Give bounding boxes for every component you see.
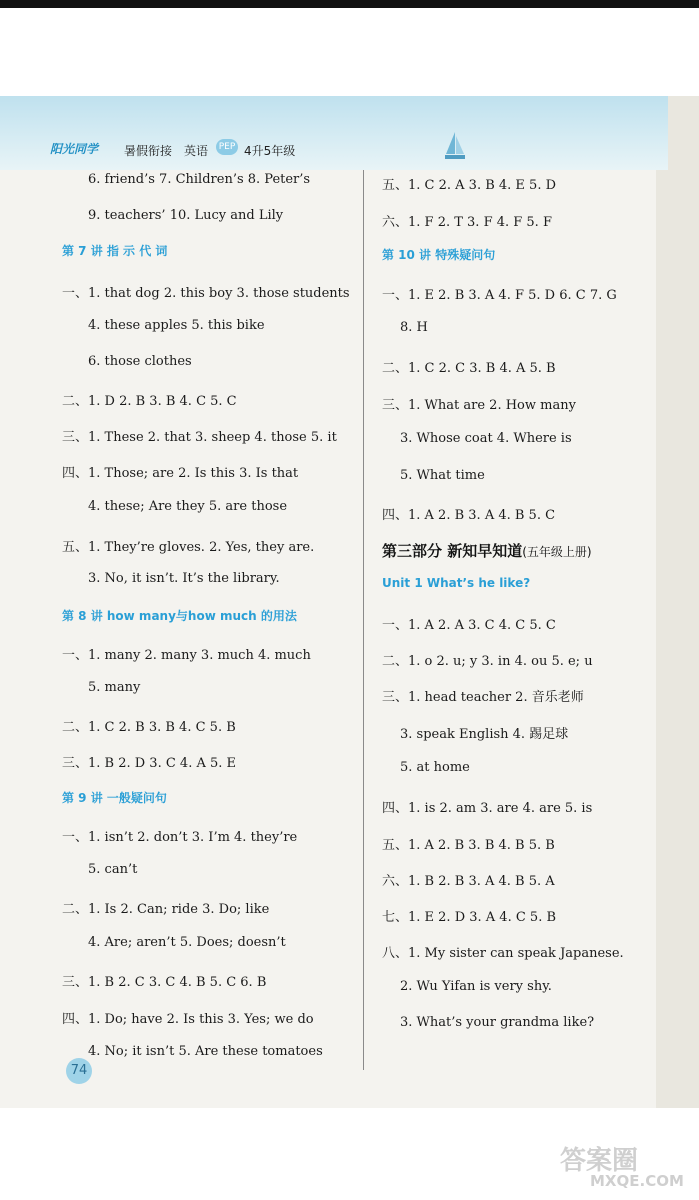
answer-line: 一、1. many 2. many 3. much 4. much — [62, 648, 311, 663]
series-label: 暑假衔接 — [124, 144, 173, 158]
edition-badge: PEP — [216, 139, 238, 155]
section-heading: 第 10 讲 特殊疑问句 — [382, 248, 496, 262]
top-bar — [0, 0, 699, 8]
answer-line: 5. can’t — [88, 862, 138, 877]
answer-line: 6. friend’s 7. Children’s 8. Peter’s — [88, 172, 311, 187]
answer-line: 2. Wu Yifan is very shy. — [400, 979, 552, 994]
brand-logo: 阳光同学 — [50, 142, 99, 156]
answer-line: 5. at home — [400, 760, 470, 775]
answer-line: 四、1. A 2. B 3. A 4. B 5. C — [382, 508, 556, 523]
watermark-url: MXQE.COM — [590, 1172, 684, 1190]
answer-line: 一、1. that dog 2. this boy 3. those students — [62, 286, 350, 301]
answer-line: 三、1. B 2. C 3. C 4. B 5. C 6. B — [62, 975, 267, 990]
answer-line: 9. teachers’ 10. Lucy and Lily — [88, 208, 284, 223]
part-title: 第三部分 新知早知道 — [382, 542, 523, 560]
answer-line: 4. No; it isn’t 5. Are these tomatoes — [88, 1044, 323, 1059]
page-number: 74 — [66, 1058, 92, 1084]
section-heading: 第 7 讲 指 示 代 词 — [62, 244, 168, 258]
answer-line: 3. No, it isn’t. It’s the library. — [88, 571, 280, 586]
sailboat-icon — [443, 130, 467, 162]
answer-line: 五、1. C 2. A 3. B 4. E 5. D — [382, 178, 557, 193]
answer-line: 一、1. A 2. A 3. C 4. C 5. C — [382, 618, 556, 633]
column-divider — [363, 170, 364, 1070]
header-band — [0, 96, 668, 170]
grade-label: 4升5年级 — [244, 144, 296, 158]
answer-line: 一、1. isn’t 2. don’t 3. I’m 4. they’re — [62, 830, 298, 845]
answer-line: 五、1. They’re gloves. 2. Yes, they are. — [62, 540, 315, 555]
answer-line: 三、1. What are 2. How many — [382, 398, 576, 413]
answer-line: 五、1. A 2. B 3. B 4. B 5. B — [382, 838, 555, 853]
answer-line: 七、1. E 2. D 3. A 4. C 5. B — [382, 910, 557, 925]
answer-line: 二、1. C 2. B 3. B 4. C 5. B — [62, 720, 236, 735]
answer-line: 三、1. B 2. D 3. C 4. A 5. E — [62, 756, 237, 771]
answer-line: 六、1. B 2. B 3. A 4. B 5. A — [382, 874, 555, 889]
answer-line: 3. Whose coat 4. Where is — [400, 431, 572, 446]
answer-line: 3. What’s your grandma like? — [400, 1015, 595, 1030]
answer-line: 二、1. D 2. B 3. B 4. C 5. C — [62, 394, 237, 409]
answer-line: 一、1. E 2. B 3. A 4. F 5. D 6. C 7. G — [382, 288, 617, 303]
answer-line: 四、1. Those; are 2. Is this 3. Is that — [62, 466, 299, 481]
answer-line: 6. those clothes — [88, 354, 192, 369]
answer-line: 二、1. C 2. C 3. B 4. A 5. B — [382, 361, 556, 376]
answer-line: 5. What time — [400, 468, 485, 483]
page-edge — [656, 96, 699, 1108]
answer-line: 4. Are; aren’t 5. Does; doesn’t — [88, 935, 286, 950]
answer-line: 六、1. F 2. T 3. F 4. F 5. F — [382, 215, 552, 230]
answer-line: 4. these apples 5. this bike — [88, 318, 265, 333]
subject-label: 英语 — [184, 144, 209, 158]
answer-line: 4. these; Are they 5. are those — [88, 499, 288, 514]
section-heading: 第 8 讲 how many与how much 的用法 — [62, 609, 297, 623]
answer-line: 3. speak English 4. 踢足球 — [400, 727, 569, 742]
answer-line: 三、1. These 2. that 3. sheep 4. those 5. it — [62, 430, 337, 445]
answer-line: 八、1. My sister can speak Japanese. — [382, 946, 624, 961]
watermark-logo: 答案圈 — [560, 1146, 639, 1176]
answer-line: 四、1. Do; have 2. Is this 3. Yes; we do — [62, 1012, 314, 1027]
section-heading: Unit 1 What’s he like? — [382, 576, 531, 590]
answer-line: 三、1. head teacher 2. 音乐老师 — [382, 690, 584, 705]
part-heading — [382, 540, 592, 561]
answer-line: 二、1. o 2. u; y 3. in 4. ou 5. e; u — [382, 654, 593, 669]
section-heading: 第 9 讲 一般疑问句 — [62, 791, 167, 805]
answer-line: 5. many — [88, 680, 141, 695]
answer-line: 8. H — [400, 320, 428, 335]
part-note: (五年级上册) — [522, 545, 592, 559]
answer-line: 二、1. Is 2. Can; ride 3. Do; like — [62, 902, 270, 917]
answer-line: 四、1. is 2. am 3. are 4. are 5. is — [382, 801, 593, 816]
